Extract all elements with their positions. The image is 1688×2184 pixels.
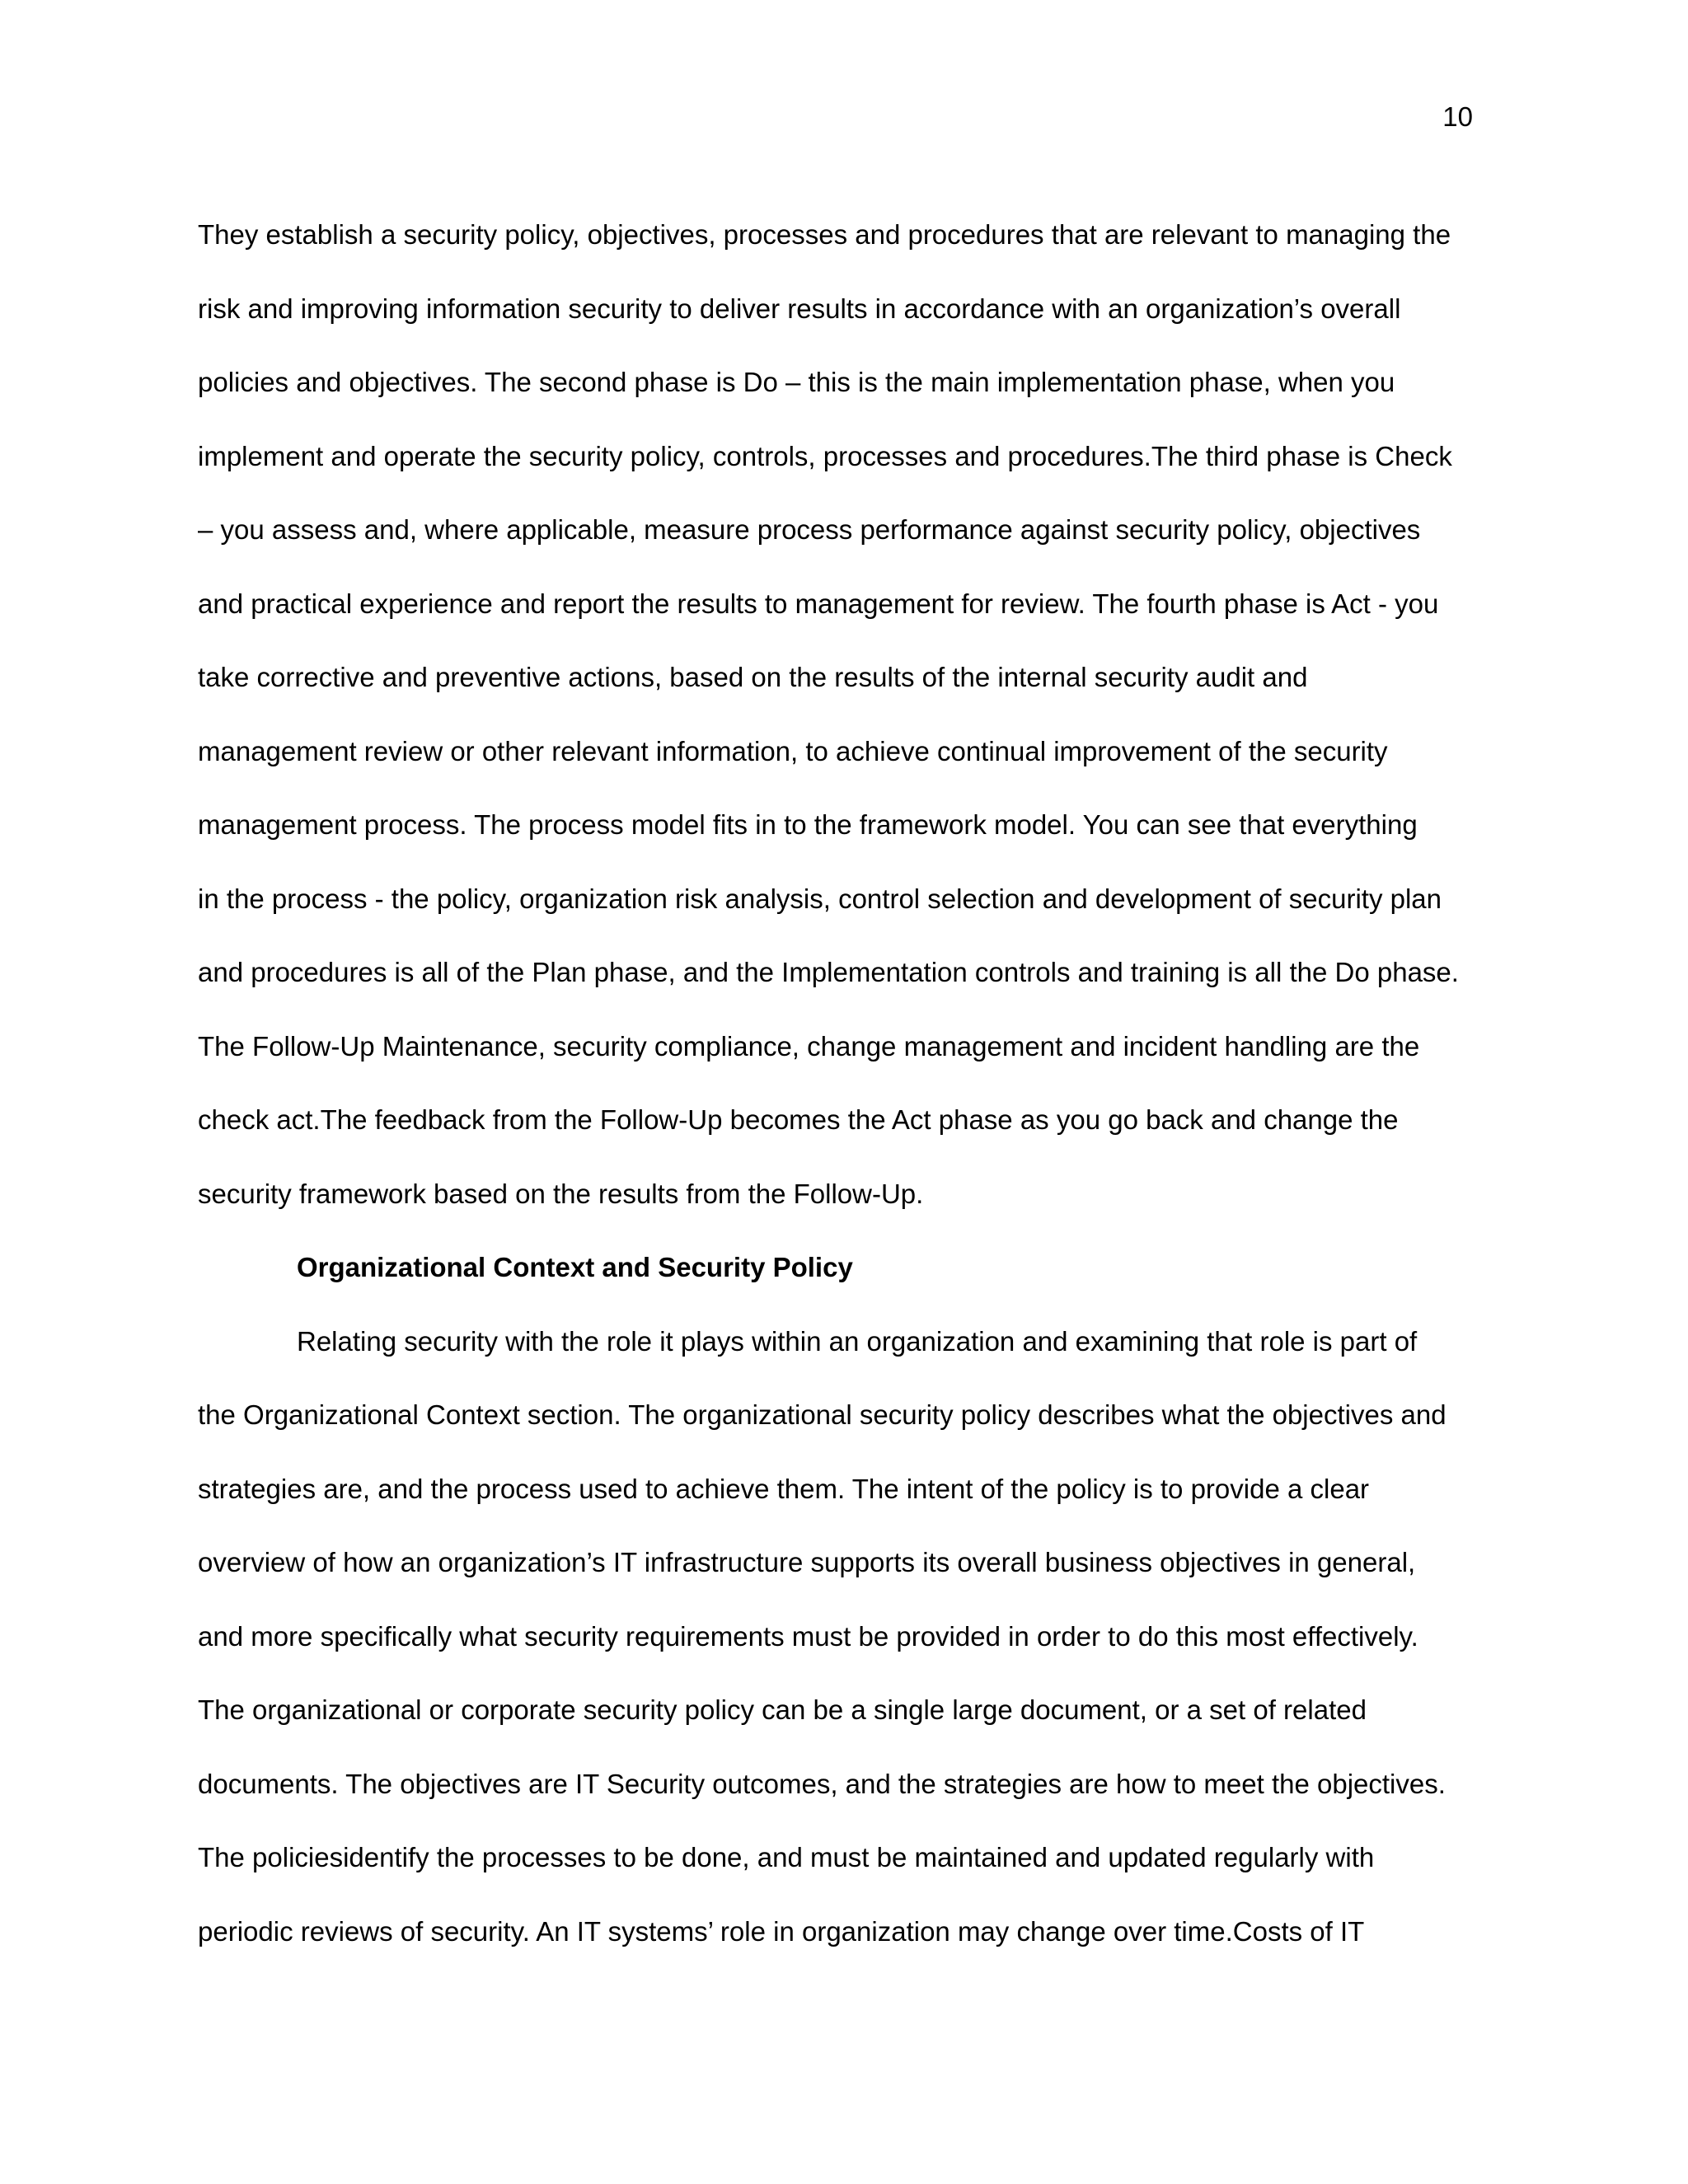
paragraph-line: policies and objectives. The second phase is Do – this is the main implementation phase, when you <box>198 367 1395 397</box>
paragraph-line: and practical experience and report the results to management for review. The fourth phase is Act - you <box>198 588 1439 619</box>
paragraph-line: check act.The feedback from the Follow-Up becomes the Act phase as you go back and change the <box>198 1104 1399 1135</box>
paragraph-line: – you assess and, where applicable, measure process performance against security policy, objectives <box>198 514 1421 545</box>
paragraph-line: strategies are, and the process used to achieve them. The intent of the policy is to provide a clear <box>198 1473 1370 1504</box>
paragraph-line: and procedures is all of the Plan phase, and the Implementation controls and training is all the Do phase. <box>198 957 1459 987</box>
paragraph-line: security framework based on the results from the Follow-Up. <box>198 1178 924 1209</box>
paragraph-line: and more specifically what security requirements must be provided in order to do this most effectively. <box>198 1620 1418 1652</box>
paragraph-line: take corrective and preventive actions, based on the results of the internal security audit and <box>198 662 1308 692</box>
document-body <box>198 198 1492 1968</box>
paragraph-line: overview of how an organization’s IT infrastructure supports its overall business objectives in general, <box>198 1547 1416 1577</box>
paragraph-line: periodic reviews of security. An IT systems’ role in organization may change over time.Costs of IT <box>198 1915 1365 1947</box>
paragraph-line: The organizational or corporate security policy can be a single large document, or a set of related <box>198 1694 1367 1725</box>
paragraph-line: They establish a security policy, objectives, processes and procedures that are relevant to managing the <box>198 219 1451 250</box>
page-number: 10 <box>1442 101 1473 132</box>
paragraph-line: The Follow-Up Maintenance, security compliance, change management and incident handling are the <box>198 1030 1420 1062</box>
paragraph-line: implement and operate the security policy, controls, processes and procedures.The third phase is Check <box>198 440 1452 471</box>
paragraph-line: documents. The objectives are IT Security outcomes, and the strategies are how to meet the objectives. <box>198 1768 1446 1799</box>
paragraph-line: in the process - the policy, organization risk analysis, control selection and development of security plan <box>198 883 1442 914</box>
paragraph-line: management review or other relevant information, to achieve continual improvement of the security <box>198 735 1388 766</box>
paragraph-line: risk and improving information security to deliver results in accordance with an organization’s overall <box>198 293 1401 324</box>
section-heading: Organizational Context and Security Policy <box>297 1252 853 1282</box>
paragraph-line: the Organizational Context section. The organizational security policy describes what the objectives and <box>198 1399 1447 1430</box>
paragraph-line: The policiesidentify the processes to be done, and must be maintained and updated regularly with <box>198 1842 1375 1872</box>
paragraph-line: management process. The process model fits in to the framework model. You can see that everything <box>198 809 1418 840</box>
paragraph-line: Relating security with the role it plays within an organization and examining that role is part of <box>297 1325 1418 1357</box>
